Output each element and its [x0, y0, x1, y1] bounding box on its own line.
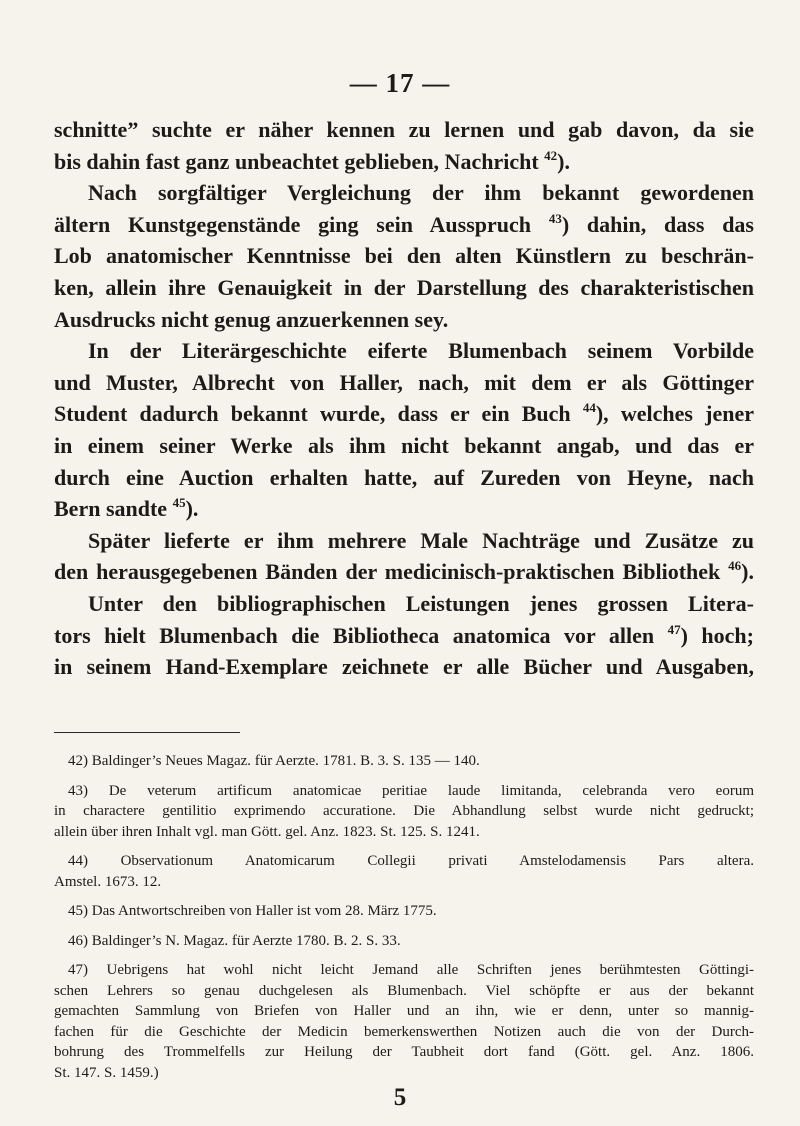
text-line: und Muster, Albrecht von Haller, nach, mit dem er als Göttinger [54, 369, 754, 395]
footnote-line: allein über ihren Inhalt vgl. man Gött. gel. Anz. 1823. St. 125. S. 1241. [54, 823, 480, 840]
text-line: in einem seiner Werke als ihm nicht bekannt angab, und das er [54, 432, 754, 458]
text-line: ken, allein ihre Genauigkeit in der Darstellung des charakteristischen [54, 274, 754, 300]
text-line [54, 493, 754, 525]
footnote-divider [54, 732, 240, 733]
text-segment: ) hoch; [680, 622, 754, 648]
footnote-line: Amstel. 1673. 12. [54, 873, 162, 890]
footnote-line: St. 147. S. 1459.) [54, 1064, 159, 1081]
footnote-line: gemachten Sammlung von Briefen von Haller und an ihn, wie er denn, unter so mannig- [54, 1003, 754, 1019]
text-segment: ). [557, 148, 570, 174]
footnote-line: 43) De veterum artificum anatomicae peritiae laude limitanda, celebranda vero eorum [68, 782, 754, 799]
text-line [54, 146, 754, 178]
footnotes [54, 751, 754, 1092]
text-line: Lob anatomischer Kenntnisse bei den alten Künstlern zu beschrän- [54, 243, 754, 269]
footnote-line: 45) Das Antwortschreiben von Haller ist vom 28. März 1775. [68, 903, 437, 919]
footnote-43 [54, 781, 754, 843]
footnote-ref-43[interactable]: 43 [548, 210, 562, 226]
footnote-47 [54, 960, 754, 1083]
footnote-line: 47) Uebrigens hat wohl nicht leicht Jemand alle Schriften jenes berühmtesten Göttingi- [68, 962, 754, 978]
footnote-ref-45[interactable]: 45 [172, 495, 186, 511]
footnote-ref-46[interactable]: 46 [728, 558, 742, 574]
text-segment: ältern Kunstgegenstände ging sein Ausspruch [54, 211, 549, 237]
text-segment: ). [741, 559, 754, 585]
footnote-ref-42[interactable]: 42 [544, 147, 558, 163]
text-line: in seinem Hand-Exemplare zeichnete er alle Bücher und Ausgaben, [54, 654, 754, 680]
text-line [54, 556, 754, 588]
text-segment: ). [185, 496, 199, 522]
signature-mark: 5 [393, 1084, 407, 1111]
text-segment: Student dadurch bekannt wurde, dass er ein Buch [54, 401, 583, 427]
text-line: Später lieferte er ihm mehrere Male Nachträge und Zusätze zu [88, 527, 754, 553]
footnote-line: 46) Baldinger’s N. Magaz. für Aerzte 1780. B. 2. S. 33. [68, 932, 401, 949]
text-segment: Bern sandte [54, 496, 173, 522]
footnote-46 [54, 931, 754, 952]
footnote-ref-44[interactable]: 44 [582, 400, 596, 416]
text-line [54, 398, 754, 430]
footnote-44 [54, 851, 754, 892]
footnote-line: schen Lehrers so genau duchgelesen als Blumenbach. Viel schöpfte er aus der bekannt [54, 982, 754, 999]
text-segment: bis dahin fast ganz unbeachtet geblieben, Nachricht [54, 148, 545, 174]
text-line: schnitte” suchte er näher kennen zu lernen und gab davon, da sie [54, 117, 754, 142]
footnote-line: 44) Observationum Anatomicarum Collegii privati Amstelodamensis Pars altera. [68, 853, 754, 869]
footnote-line: fachen für die Geschichte der Medicin bemerkenswerthen Notizen auch die von der Durch- [54, 1023, 754, 1040]
text-segment: den herausgegebenen Bänden der medicinisch-praktischen Bibliothek [54, 559, 729, 585]
text-line [54, 620, 754, 652]
main-text [54, 114, 754, 683]
footnote-42 [54, 751, 754, 772]
text-segment: tors hielt Blumenbach die Bibliotheca anatomica vor allen [54, 622, 668, 648]
footnote-line: 42) Baldinger’s Neues Magaz. für Aerzte. 1781. B. 3. S. 135 — 140. [68, 753, 480, 769]
text-line [54, 209, 754, 241]
footnote-45 [54, 901, 754, 922]
page-number: — 17 — [349, 68, 451, 98]
text-segment: ), welches jener [595, 401, 754, 427]
text-segment: ) dahin, dass das [561, 211, 754, 237]
text-line: Ausdrucks nicht genug anzuerkennen sey. [54, 306, 449, 332]
text-line: Unter den bibliographischen Leistungen jenes grossen Litera- [88, 590, 754, 616]
footnote-line: in charactere gentilitio exprimendo accuratione. Die Abhandlung selbst wurde nicht gedruckt; [54, 803, 754, 819]
text-line: In der Literärgeschichte eiferte Blumenbach seinem Vorbilde [88, 338, 754, 364]
footnote-ref-47[interactable]: 47 [667, 621, 681, 637]
text-line: Nach sorgfältiger Vergleichung der ihm bekannt gewordenen [88, 180, 754, 206]
footnote-line: bohrung des Trommelfells zur Heilung der Taubheit dort fand (Gött. gel. Anz. 1806. [54, 1044, 754, 1060]
text-line: durch eine Auction erhalten hatte, auf Zureden von Heyne, nach [54, 464, 754, 490]
